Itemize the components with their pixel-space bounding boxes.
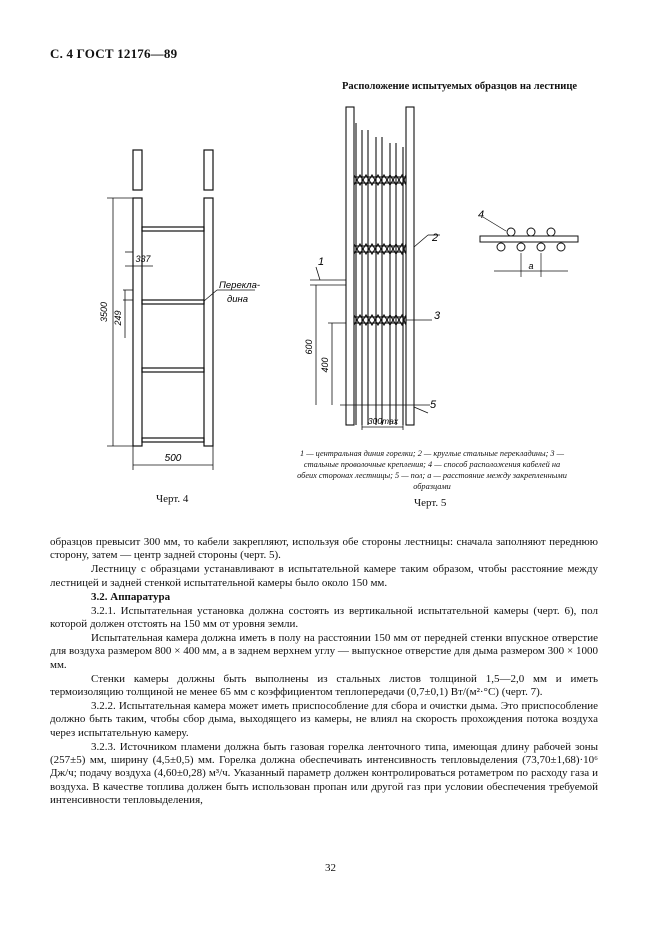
fig5-label-2: 2 <box>432 232 439 244</box>
figure5-cable-drawing <box>290 95 620 440</box>
figure5-title: Расположение испытуемых образцов на лестнице <box>342 81 578 92</box>
figure4-ladder-drawing <box>95 140 275 485</box>
fig5-label-4: 4 <box>478 209 485 221</box>
figure5-legend <box>268 448 596 492</box>
figure4-caption: Черт. 4 <box>156 493 189 505</box>
section-heading-3-2: 3.2. Аппаратура <box>91 590 171 603</box>
fig5-label-5: 5 <box>430 399 437 411</box>
fig5-dim-600: 600 <box>304 339 314 355</box>
fig5-dim-300max: 300max <box>367 416 399 426</box>
fig5-label-3: 3 <box>434 310 441 322</box>
fig4-label-rung-1: Перекла- <box>219 280 261 291</box>
paragraph-3-2-2: 3.2.2. Испытательная камера может иметь приспособление для сбора и очистки дыма. Это приспособление должно быть таким, чтобы сбор дыма, выходящего из камеры, не влиял на скорость прохождения потока воздуха через испытательную камеру. <box>50 699 598 739</box>
body-text <box>50 536 598 808</box>
fig4-label-rung-2: дина <box>227 294 249 305</box>
paragraph-continued: образцов превысит 300 мм, то кабели закрепляют, используя обе стороны лестницы: сначала заполняют переднюю сторону, затем — центр задней стороны (черт. 5). <box>50 536 598 562</box>
page-header: С. 4 ГОСТ 12176—89 <box>50 46 178 61</box>
legend-line-1: 1 — центральная диния горелки; 2 — круглые стальные перекладины; 3 — <box>299 449 565 458</box>
figure5-caption: Черт. 5 <box>414 497 447 509</box>
fig5-label-1: 1 <box>318 256 325 268</box>
fig4-dim-249: 249 <box>113 310 123 326</box>
fig5-dim-a: a <box>528 261 534 271</box>
legend-line-4: образцами <box>413 482 451 491</box>
paragraph-3-2-1: 3.2.1. Испытательная установка должна состоять из вертикальной испытательной камеры (черт. 6), пол которой должен отстоять на 150 мм от уровня земли. <box>50 604 598 630</box>
legend-line-2: стальные проволочные крепления; 4 — способ расположения кабелей на <box>303 460 561 469</box>
fig4-dim-width: 500 <box>164 453 182 464</box>
paragraph-3-2-1-c: Стенки камеры должны быть выполнены из стальных листов толщиной 1,5—2,0 мм и иметь термоизоляцию толщиной не менее 65 мм с коэффициентом теплопередачи (0,7±0,1) Вт/(м²·°С) (черт. 7). <box>50 672 598 698</box>
legend-line-3: обеих сторонах лестницы; 5 — пол; a — расстояние между закрепленными <box>297 471 567 480</box>
paragraph-3-2-1-b: Испытательная камера должна иметь в полу на расстоянии 150 мм от передней стенки впускное отверстие для воздуха размером 800 × 400 мм, а в заднем верхнем углу — выпускное отверстие для дыма размером 300 × 1000 мм. <box>50 631 598 671</box>
paragraph-ladder-placement: Лестницу с образцами устанавливают в испытательной камере таким образом, чтобы расстояние между лестницей и задней стенкой испытательной камеры было около 150 мм. <box>50 563 598 589</box>
fig4-dim-height: 3500 <box>99 301 109 323</box>
paragraph-3-2-3: 3.2.3. Источником пламени должна быть газовая горелка ленточного типа, имеющая длину рабочей зоны (257±5) мм, ширину (4,5±0,5) мм. Горелка должна обеспечивать интенсивность тепловыделения (73,70±1,68)·10⁶ Дж/ч; подачу воздуха (4,60±0,28) м³/ч. Указанный параметр должен контролироваться ротаметром по расходу газа и воздуха. В качестве топлива должен быть использован пропан или другой газ при условии обеспечения требуемой интенсивности тепловыделения, <box>50 740 598 807</box>
fig5-dim-400: 400 <box>320 357 330 373</box>
fig4-dim-337: 337 <box>135 254 151 264</box>
page-number: 32 <box>325 862 336 874</box>
